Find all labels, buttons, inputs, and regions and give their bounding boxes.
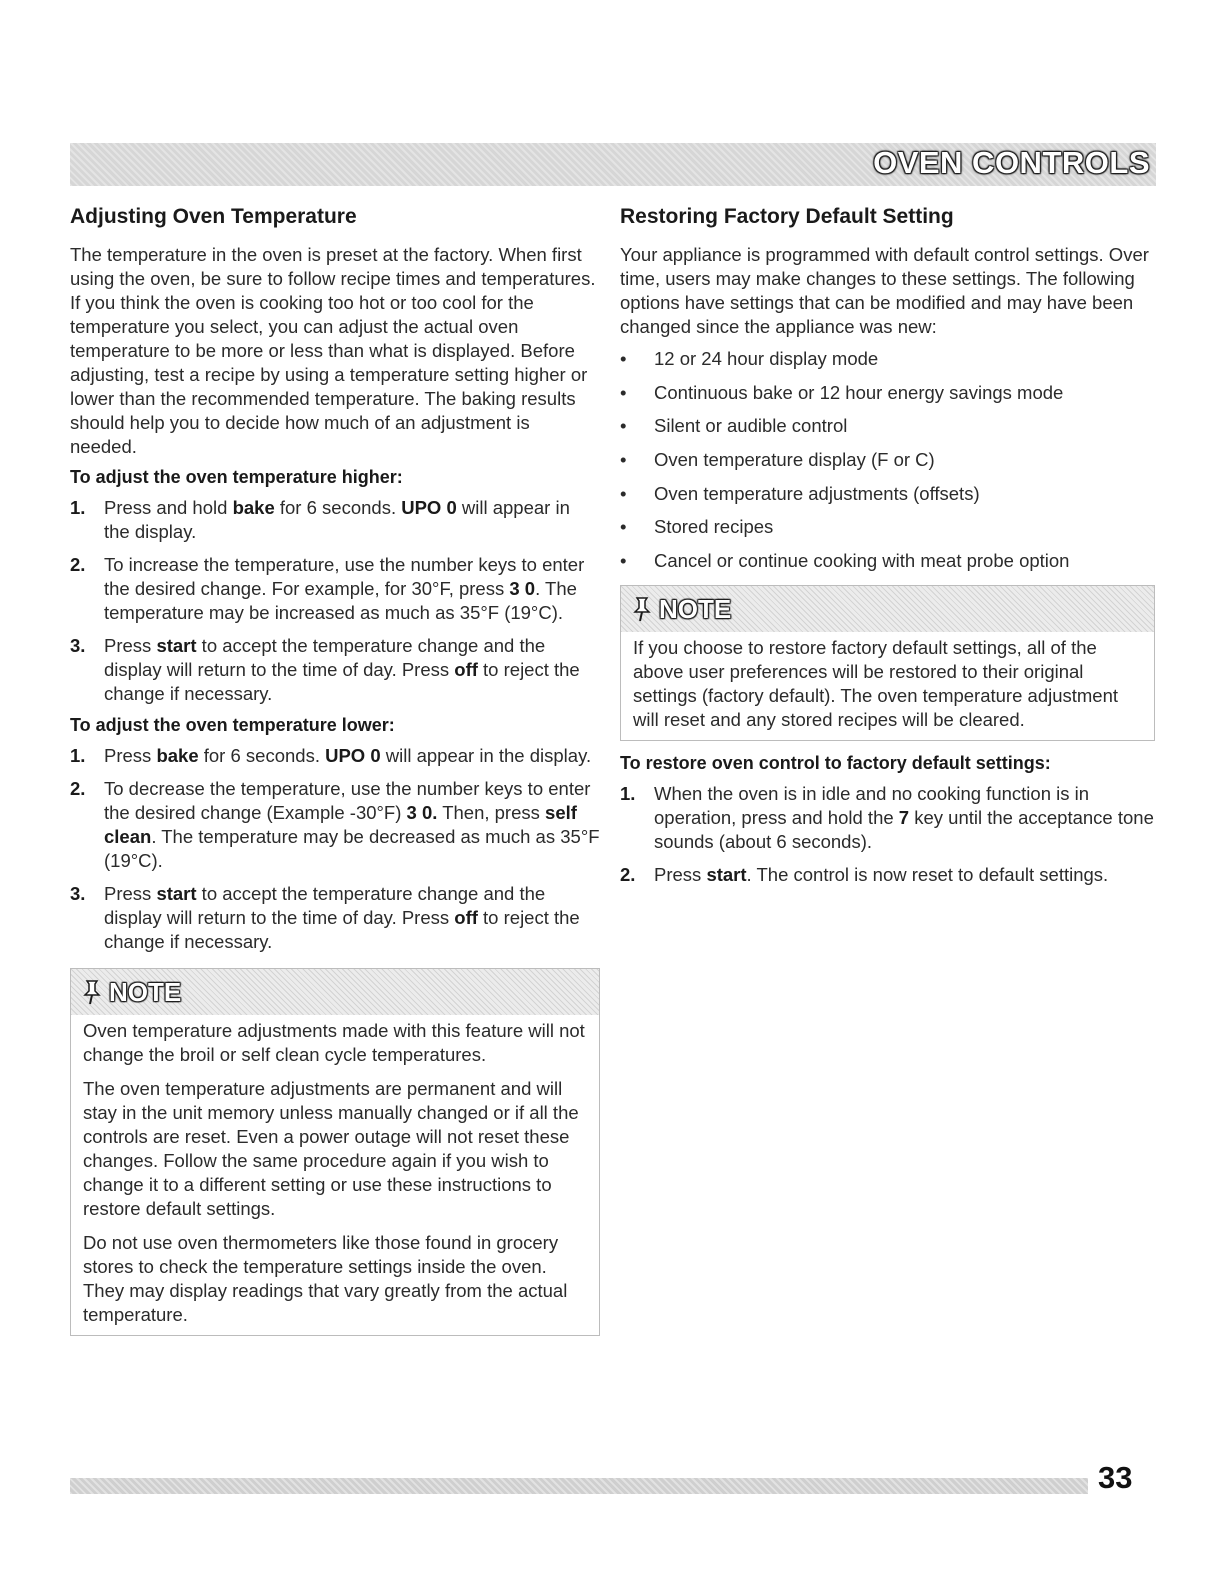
restore-steps	[620, 782, 1155, 887]
list-item: 1. Press bake for 6 seconds. UPO 0 will appear in the display.	[70, 745, 592, 766]
note-paragraph: The oven temperature adjustments are permanent and will stay in the unit memory unless manually changed or if all the controls are reset. Even a power outage will not reset these changes. Follow the same procedure again if you wish to change it to a different setting or use these instructions to restore default settings.	[83, 1078, 579, 1219]
section-header-band	[70, 143, 1156, 186]
list-item: • Oven temperature adjustments (offsets)	[620, 482, 980, 504]
note-body	[71, 1015, 599, 1327]
list-item: 1. Press and hold bake for 6 seconds. UPO 0 will appear in the display.	[70, 497, 570, 542]
pushpin-icon	[633, 596, 651, 622]
footer-band	[70, 1478, 1088, 1494]
list-item: • Continuous bake or 12 hour energy savings mode	[620, 381, 1064, 403]
list-item: • 12 or 24 hour display mode	[620, 348, 879, 369]
note-box-right	[620, 585, 1155, 741]
restore-subheading: To restore oven control to factory default settings:	[620, 753, 1051, 774]
options-list	[620, 347, 1155, 573]
list-item: 3. Press start to accept the temperature change and the display will return to the time of day. Press off to reject the change if necessary.	[70, 635, 580, 704]
list-item: • Silent or audible control	[620, 415, 848, 437]
note-header	[71, 969, 599, 1015]
note-body	[621, 632, 1154, 732]
lower-steps	[70, 744, 600, 954]
higher-steps	[70, 496, 600, 706]
adjust-temp-heading: Adjusting Oven Temperature	[70, 205, 357, 228]
list-item: 2. Press start. The control is now reset to default settings.	[620, 864, 1109, 886]
list-item: • Oven temperature display (F or C)	[620, 449, 935, 471]
note-header	[621, 586, 1154, 632]
note-paragraph: If you choose to restore factory default settings, all of the above user preferences will be restored to their original settings (factory default). The oven temperature adjustment will reset and any stored recipes will be cleared.	[633, 637, 1119, 731]
page-number: 33	[1098, 1460, 1133, 1495]
restore-heading: Restoring Factory Default Setting	[620, 205, 954, 228]
list-item: 2. To decrease the temperature, use the number keys to enter the desired change (Example -30°F) 3 0. Then, press self clean. The temperature may be decreased as much as 35°F (19°C).	[70, 778, 600, 871]
higher-subheading: To adjust the oven temperature higher:	[70, 467, 403, 487]
right-column	[620, 205, 1155, 896]
list-item: 3. Press start to accept the temperature change and the display will return to the time of day. Press off to reject the change if necessary.	[70, 883, 580, 952]
restore-intro: Your appliance is programmed with default control settings. Over time, users may make changes to these settings. The following options have settings that can be modified and may have been changed since the appliance was new:	[620, 244, 1149, 337]
note-label: NOTE	[659, 594, 732, 625]
note-box-left	[70, 968, 600, 1336]
section-title: OVEN CONTROLS	[873, 145, 1150, 180]
list-item: • Cancel or continue cooking with meat probe option	[620, 550, 1070, 572]
note-paragraph: Do not use oven thermometers like those found in grocery stores to check the temperature settings inside the oven. They may display readings that vary greatly from the actual temperature.	[83, 1232, 568, 1325]
pushpin-icon	[83, 979, 101, 1005]
left-column	[70, 205, 600, 1348]
note-paragraph: Oven temperature adjustments made with this feature will not change the broil or self clean cycle temperatures.	[83, 1020, 585, 1065]
list-item: 1. When the oven is in idle and no cooking function is in operation, press and hold the 7 key until the acceptance tone sounds (about 6 seconds).	[620, 783, 1154, 853]
note-label: NOTE	[109, 977, 182, 1007]
list-item: • Stored recipes	[620, 516, 774, 538]
list-item: 2. To increase the temperature, use the number keys to enter the desired change. For example, for 30°F, press 3 0. The temperature may be increased as much as 35°F (19°C).	[70, 554, 585, 623]
adjust-temp-intro: The temperature in the oven is preset at the factory. When first using the oven, be sure to follow recipe times and temperatures. If you think the oven is cooking too hot or too cool for the temperature you select, you can adjust the actual oven temperature to be more or less than what is displayed. Before adjusting, test a recipe by using a temperature setting higher or lower than the recommended temperature. The baking results should help you to decide how much of an adjustment is needed.	[70, 244, 596, 457]
lower-subheading: To adjust the oven temperature lower:	[70, 715, 395, 735]
